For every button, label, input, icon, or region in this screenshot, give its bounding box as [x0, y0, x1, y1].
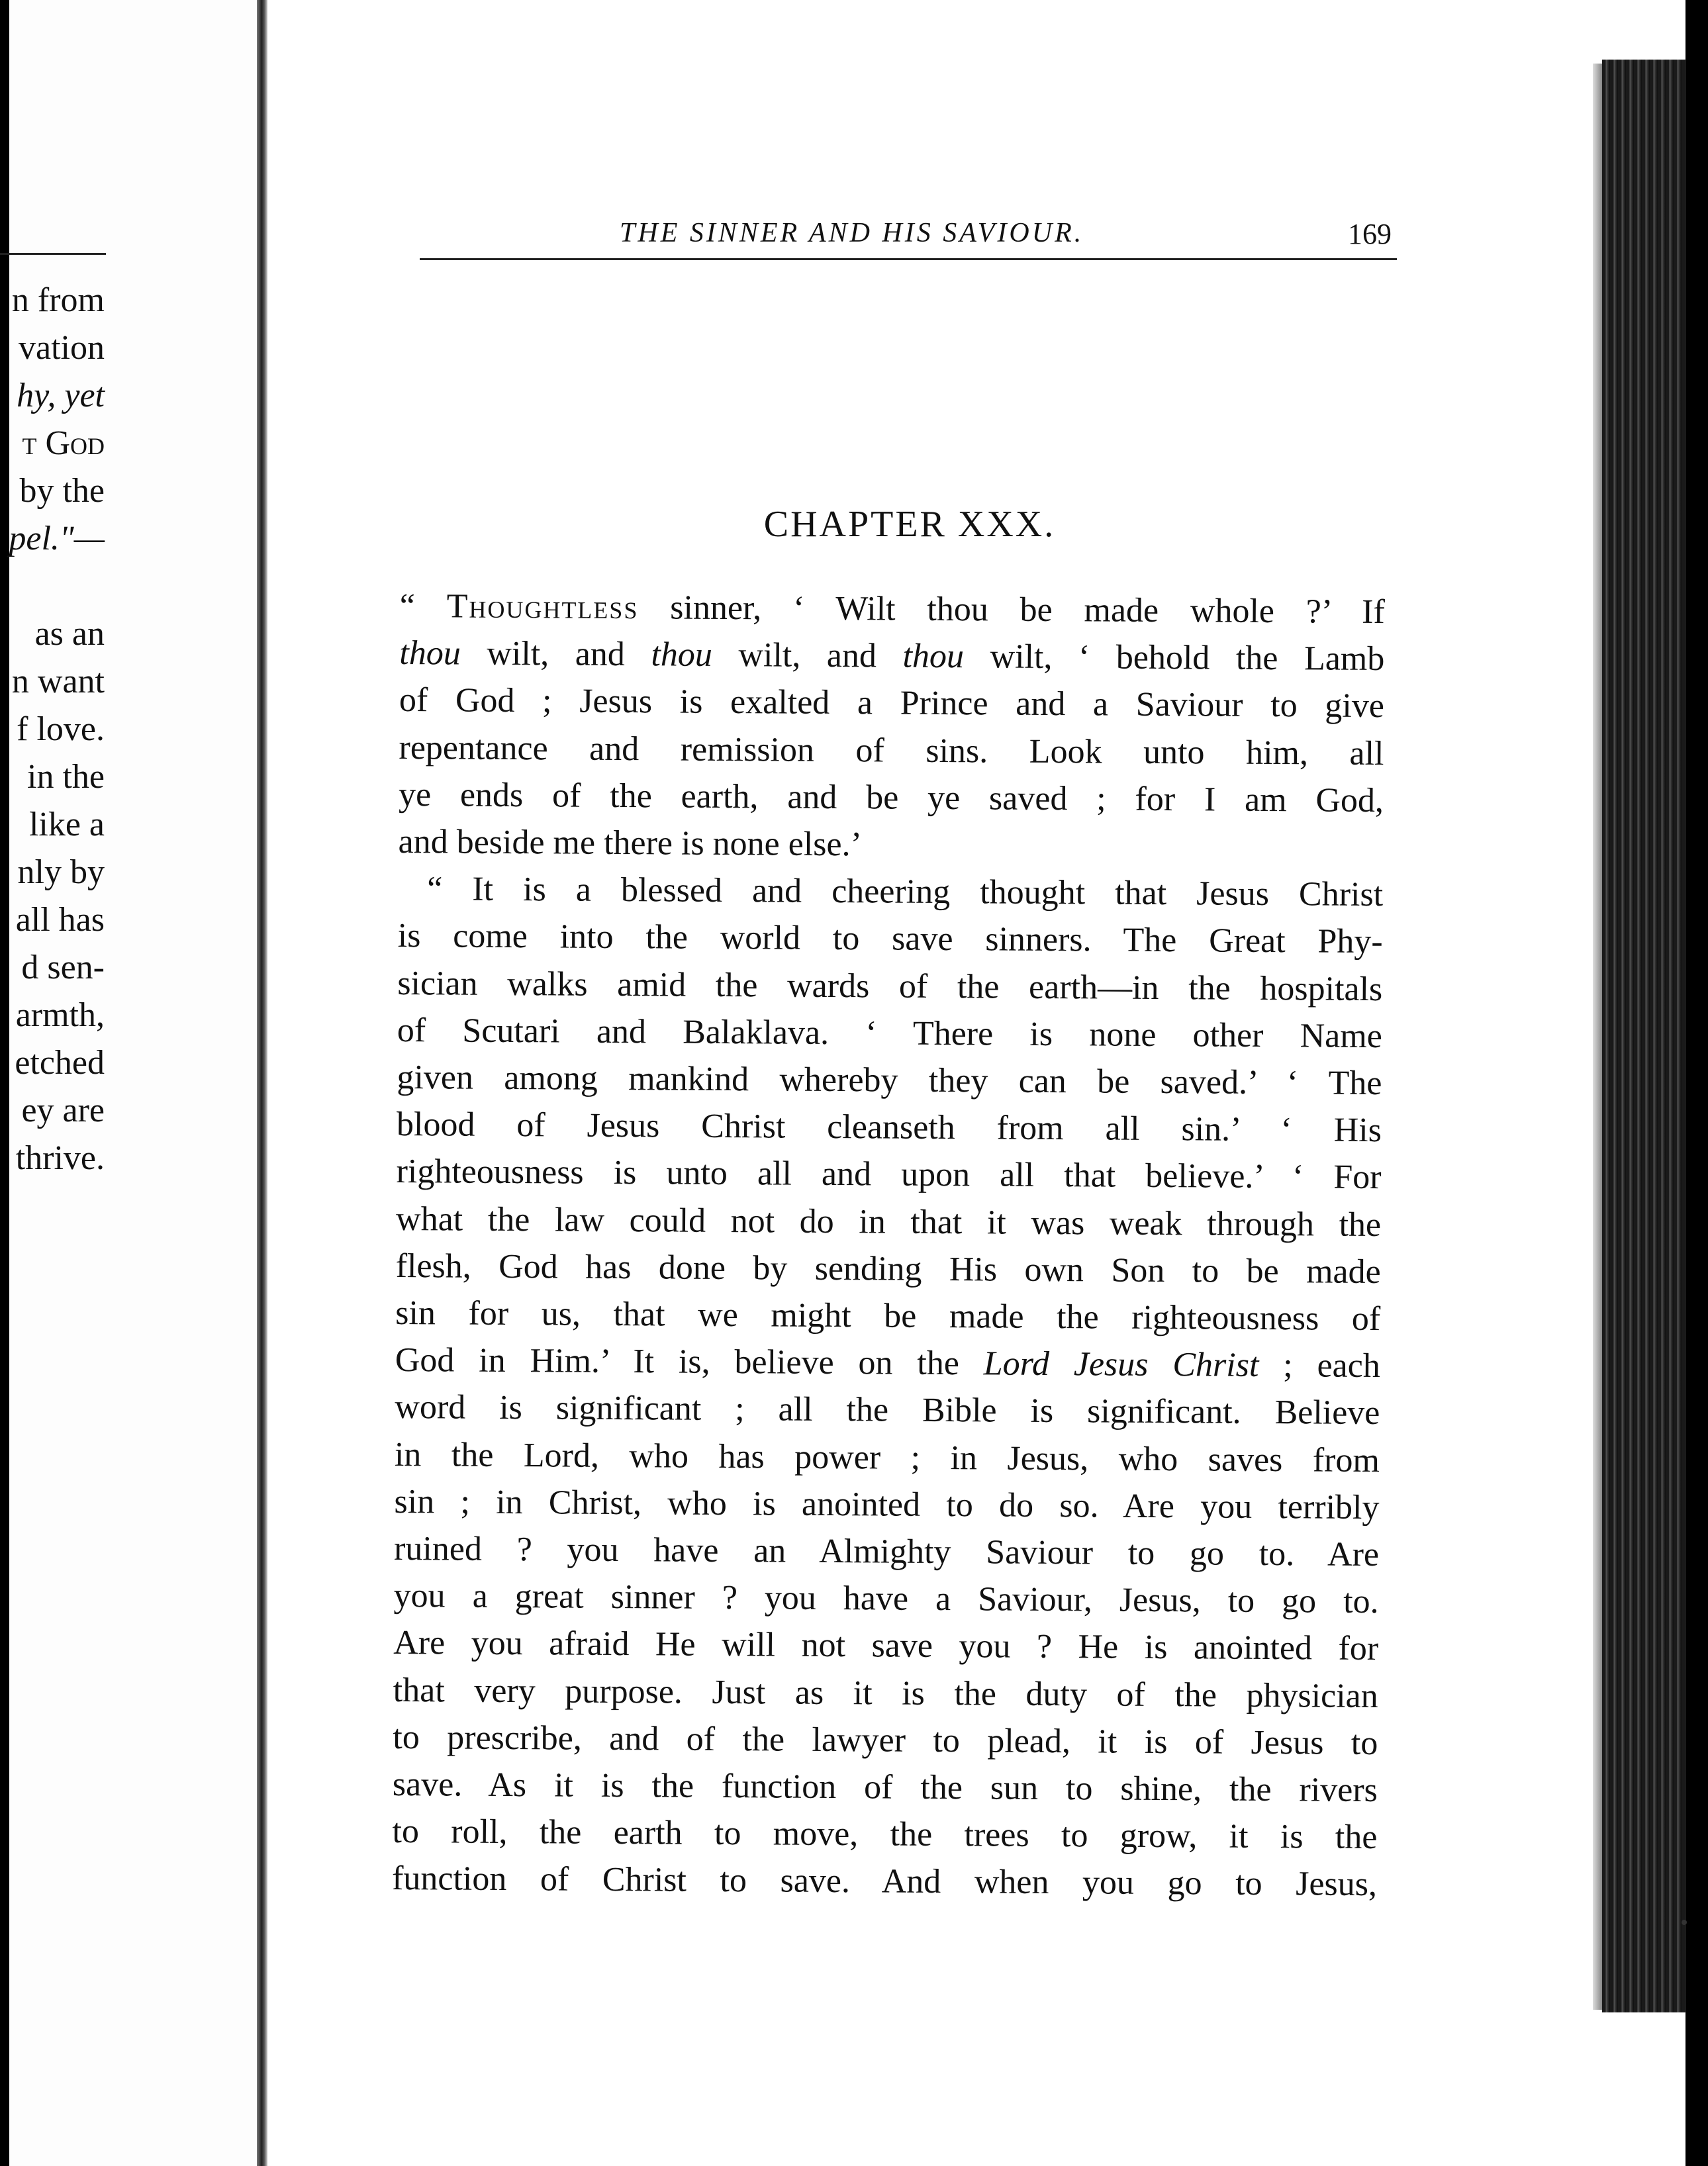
page-number: 169 [1348, 218, 1392, 250]
italic-phrase: Lord Jesus Christ [983, 1344, 1259, 1385]
book-page-stack [1602, 60, 1685, 2012]
text-line: you a great sinner ? you have a Saviour, Jesus, to go to. [393, 1577, 1379, 1621]
text-line: to roll, the earth to move, the trees to grow, it is the [392, 1813, 1378, 1857]
text-line: given among mankind whereby they can be saved.’ ‘ The [397, 1059, 1382, 1103]
page-edge-highlight [1593, 64, 1602, 2010]
text-line: thou wilt, and thou wilt, and thou wilt, ‘ behold the Lamb [399, 634, 1385, 679]
text-line: what the law could not do in that it was weak through the [395, 1200, 1382, 1244]
running-head: THE SINNER AND HIS SAVIOUR. [620, 218, 1084, 248]
facing-page-line: f love. [17, 710, 105, 748]
facing-page-gap [9, 563, 105, 610]
chapter-body [392, 583, 1385, 1908]
header-rule [420, 258, 1397, 260]
text-line: flesh, God has done by sending His own Son to be made [395, 1247, 1381, 1291]
paragraph-2 [392, 865, 1384, 1908]
text-line: sin ; in Christ, who is anointed to do so. Are you terribly [394, 1482, 1380, 1527]
scan-speck [1682, 1920, 1687, 1925]
text-line: God in Him.’ It is, believe on the Lord Jesus Christ ; each [395, 1341, 1380, 1386]
book-gutter [257, 0, 267, 2166]
text-line: that very purpose. Just as it is the duty of the physician [393, 1671, 1378, 1715]
text-line: is come into the world to save sinners. The Great Phy- [397, 917, 1383, 961]
facing-page-line: in the [27, 758, 105, 796]
facing-page-line: nly by [17, 853, 105, 891]
text-line: sician walks amid the wards of the earth—in the hospitals [397, 964, 1383, 1008]
facing-page-line: n want [11, 663, 105, 700]
facing-page-line: d sen- [21, 949, 105, 986]
chapter-title: CHAPTER XXX. [763, 504, 1056, 545]
text-line: and beside me there is none else.’ [398, 823, 863, 864]
facing-page-line: armth, [15, 996, 105, 1034]
text-line: of Scutari and Balaklava. ‘ There is none other Name [397, 1011, 1383, 1055]
text-line: to prescribe, and of the lawyer to plead, it is of Jesus to [393, 1718, 1378, 1762]
facing-page-line: vation [19, 329, 105, 367]
text-line: function of Christ to save. And when you go to Jesus, [391, 1860, 1378, 1904]
text-line: “ Thoughtless sinner, ‘ Wilt thou be made whole ?’ If [399, 587, 1385, 632]
text-line: of God ; Jesus is exalted a Prince and a Saviour to give [399, 681, 1385, 726]
facing-page-line: pel."— [9, 520, 105, 557]
text-line: righteousness is unto all and upon all that believe.’ ‘ For [396, 1153, 1382, 1197]
text-line: in the Lord, who has power ; in Jesus, who saves from [394, 1435, 1380, 1480]
text-line: “ It is a blessed and cheering thought that Jesus Christ [426, 870, 1384, 914]
text-line: sin for us, that we might be made the righteousness of [395, 1294, 1381, 1339]
facing-page-line: by the [19, 472, 105, 510]
text-line: word is significant ; all the Bible is significant. Believe [395, 1388, 1380, 1433]
facing-page-line: n from [11, 281, 105, 319]
small-caps-word: Thoughtless [446, 587, 639, 627]
facing-page-line: like a [28, 806, 105, 843]
text-line: repentance and remission of sins. Look unto him, all [399, 728, 1384, 773]
facing-page-line: hy, yet [17, 377, 105, 414]
book-page [267, 40, 1593, 2092]
facing-page-text [9, 277, 105, 1182]
facing-page-line: t God [22, 424, 105, 462]
text-line: blood of Jesus Christ cleanseth from all sin.’ ‘ His [396, 1106, 1382, 1150]
page-shadow [0, 0, 9, 2166]
text-line: save. As it is the function of the sun to shine, the rivers [392, 1766, 1378, 1810]
text-line: Are you afraid He will not save you ? He is anointed for [393, 1624, 1379, 1668]
text-line: ruined ? you have an Almighty Saviour to go to. Are [393, 1530, 1380, 1574]
facing-page-line: all has [15, 901, 105, 939]
facing-page-left [0, 0, 258, 2166]
facing-page-line: thrive. [15, 1139, 105, 1177]
facing-page-line: ey are [21, 1092, 105, 1129]
italic-word: thou [651, 636, 713, 675]
italic-word: thou [902, 637, 965, 676]
facing-page-line: as an [34, 615, 105, 653]
scan-border [1685, 0, 1708, 2166]
facing-page-rule [0, 253, 106, 255]
text-line: ye ends of the earth, and be ye saved ; for I am God, [398, 775, 1384, 820]
facing-page-line: etched [15, 1044, 105, 1082]
italic-word: thou [399, 634, 461, 673]
paragraph-1 [398, 583, 1385, 871]
